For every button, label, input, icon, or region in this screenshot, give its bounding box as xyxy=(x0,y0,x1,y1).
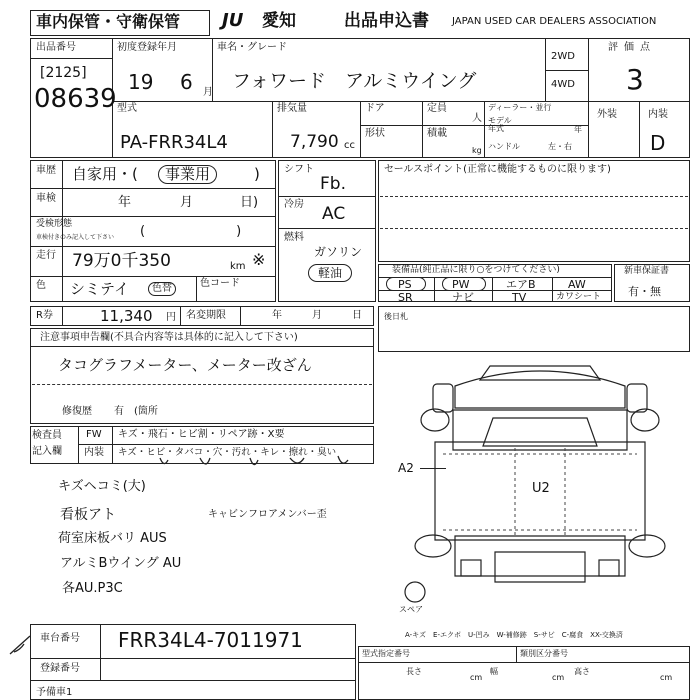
brand-mark: JU xyxy=(222,10,244,31)
model-year-label: モデル年式 xyxy=(488,116,512,133)
length-unit: cm xyxy=(470,673,483,682)
recycle-label: R券 xyxy=(36,310,53,321)
later-notes-label: 後日札 xyxy=(384,312,408,321)
shift-label: シフト xyxy=(284,164,314,175)
equipment-label: 装備品(純正品に限り○をつけてください) xyxy=(392,265,560,275)
load-label: 積載 xyxy=(427,128,447,139)
load-unit: kg xyxy=(472,146,482,155)
interior-label: 内装 xyxy=(648,109,668,120)
equipment-item-ps: PS xyxy=(398,278,412,291)
history-label: 車歴 xyxy=(36,165,56,176)
mileage-mark: ※ xyxy=(252,250,266,269)
inspector-note-5: 各AU.P3C xyxy=(62,581,123,596)
aircon-label: 冷房 xyxy=(284,199,304,210)
color-code-label: 色コード xyxy=(200,278,240,289)
lot-number: 08639 xyxy=(34,84,117,114)
chassis-label: 車台番号 xyxy=(40,633,80,644)
receiving-paren: ( ) xyxy=(140,224,242,239)
history-close: ) xyxy=(254,165,260,183)
name-change-label: 名変期限 xyxy=(186,310,226,321)
bottom-row-label: 予備車1 xyxy=(36,687,73,698)
mileage-value: 79万0千350 xyxy=(72,251,171,271)
color-repaint: 色替 xyxy=(148,282,176,296)
sales-points-box xyxy=(378,160,690,262)
displacement-value: 7,790 xyxy=(290,132,339,152)
inspector-label: 検査員 xyxy=(32,430,62,441)
inspector-note-1: キズヘコミ(大) xyxy=(58,479,146,494)
inspection-day-unit: 日) xyxy=(240,195,259,210)
capacity-label: 定員 xyxy=(427,103,447,114)
equipment-item-tv: TV xyxy=(512,291,527,304)
width-label: 幅 xyxy=(490,667,498,676)
sales-points-label: セールスポイント(正常に機能するものに限ります) xyxy=(384,164,611,175)
model-name-value: フォワード アルミウイング xyxy=(232,70,477,92)
registration-label: 登録番号 xyxy=(40,663,80,674)
recycle-unit: 円 xyxy=(166,312,176,323)
aircon-value: AC xyxy=(322,204,346,224)
notes-text: タコグラフメーター、メーター改ざん xyxy=(58,356,312,374)
diagram-mark-a2: A2 xyxy=(398,461,414,475)
mileage-unit: km xyxy=(230,261,246,272)
diagram-mark-u2: U2 xyxy=(532,481,550,496)
spare-label: スペア xyxy=(399,605,423,614)
exterior-label: 外装 xyxy=(597,109,617,120)
handwriting-marks xyxy=(140,452,360,472)
equipment-item-pw: PW xyxy=(452,278,470,291)
height-unit: cm xyxy=(660,673,673,682)
receiving-note: 車検付きのみ記入して下さい xyxy=(36,234,115,241)
association-name: JAPAN USED CAR DEALERS ASSOCIATION xyxy=(452,16,657,27)
inspector-row1-items: キズ・飛石・ヒビ割・リペア跡・X要 xyxy=(118,429,285,440)
inspector-note-2: 看板アト xyxy=(60,507,116,523)
displacement-label: 排気量 xyxy=(277,103,307,114)
recycle-value: 11,340 xyxy=(100,307,153,325)
name-change-day: 日 xyxy=(352,310,362,321)
first-registration-month: 6 xyxy=(180,70,193,94)
dealer-label: ディーラー・並行 xyxy=(488,103,552,112)
name-change-year: 年 xyxy=(272,310,282,321)
interior-value: D xyxy=(650,131,666,155)
inspector-entry-label: 記入欄 xyxy=(32,446,62,457)
repair-history-value: 有 (箇所 xyxy=(114,406,158,417)
inspector-note-4: アルミBウイング AU xyxy=(60,556,182,571)
drive-2wd: 2WD xyxy=(551,51,575,62)
fuel-gas: ガソリン xyxy=(314,245,363,259)
model-type-value: PA-FRR34L4 xyxy=(120,132,228,153)
receiving-label: 受検形態 xyxy=(36,219,73,229)
model-year-unit: 年 xyxy=(574,125,582,134)
chassis-value: FRR34L4-7011971 xyxy=(118,628,303,652)
fuel-label: 燃料 xyxy=(284,232,304,243)
inspection-year-unit: 年 xyxy=(118,195,132,210)
history-value: 自家用・( xyxy=(72,165,138,183)
history-business: 事業用 xyxy=(158,165,217,184)
drive-4wd: 4WD xyxy=(551,79,575,90)
damage-legend: A-キズ E-エクボ U-凹み W-補修跡 S-サビ C-腐食 XX-交換済 xyxy=(405,631,623,639)
warranty-options: 有・無 xyxy=(628,285,661,298)
width-unit: cm xyxy=(552,673,565,682)
inspector-side-note: キャビンフロアメンバー歪 xyxy=(208,509,327,520)
storage-label: 車内保管・守衛保管 xyxy=(36,12,181,31)
lot-sub-number: [2125] xyxy=(40,65,87,81)
later-notes-box xyxy=(378,306,690,352)
equipment-item-leather: カワシート xyxy=(556,292,602,302)
inspector-row1-head: FW xyxy=(86,429,102,440)
mileage-label: 走行 xyxy=(36,250,56,261)
equipment-item-airbag: エアB xyxy=(506,278,536,291)
lot-label: 出品番号 xyxy=(36,42,76,53)
height-label: 高さ xyxy=(574,667,590,676)
warranty-label: 新車保証書 xyxy=(624,266,670,276)
inspector-note-3: 荷室床板バリ AUS xyxy=(58,531,167,546)
notes-label: 注意事項申告欄(不具合内容等は具体的に記入して下さい) xyxy=(40,332,298,343)
equipment-item-sr: SR xyxy=(398,291,413,304)
handle-options: 左・右 xyxy=(548,142,572,151)
pen-mark xyxy=(6,632,34,658)
model-designation-label: 型式指定番号 xyxy=(362,649,410,658)
model-type-label: 型式 xyxy=(117,103,137,114)
model-name-label: 車名・グレード xyxy=(217,42,287,53)
color-label: 色 xyxy=(36,280,46,291)
shape-label: 形状 xyxy=(365,128,385,139)
inspector-row2-head: 内装 xyxy=(84,447,104,458)
color-value: シミテイ xyxy=(70,280,129,298)
class-number-label: 類別区分番号 xyxy=(520,649,568,658)
grade-value: 3 xyxy=(626,63,644,96)
repair-history-label: 修復歴 xyxy=(62,406,92,417)
equipment-item-aw: AW xyxy=(568,278,586,291)
fuel-diesel: 軽油 xyxy=(308,264,352,282)
first-registration-year: 19 xyxy=(128,70,154,94)
inspection-month-unit: 月 xyxy=(180,195,194,210)
capacity-unit: 人 xyxy=(472,113,482,124)
handle-label: ハンドル xyxy=(488,142,520,151)
first-registration-month-unit: 月 xyxy=(203,87,213,98)
inspector-row2-items: キズ・ヒビ・タバコ・穴・汚れ・キレ・擦れ・臭い xyxy=(118,447,337,458)
grade-label: 評価点 xyxy=(608,42,656,53)
form-title: 出品申込書 xyxy=(344,11,429,31)
name-change-month: 月 xyxy=(312,310,322,321)
brand-name: 愛知 xyxy=(262,11,296,31)
first-registration-label: 初度登録年月 xyxy=(117,42,177,53)
displacement-unit: cc xyxy=(344,140,355,151)
shift-value: Fb. xyxy=(320,174,346,194)
brand-logo xyxy=(222,12,243,30)
length-label: 長さ xyxy=(406,667,422,676)
inspection-label: 車検 xyxy=(36,193,56,204)
equipment-item-navi: ナビ xyxy=(452,291,474,304)
doors-label: ドア xyxy=(365,103,385,114)
